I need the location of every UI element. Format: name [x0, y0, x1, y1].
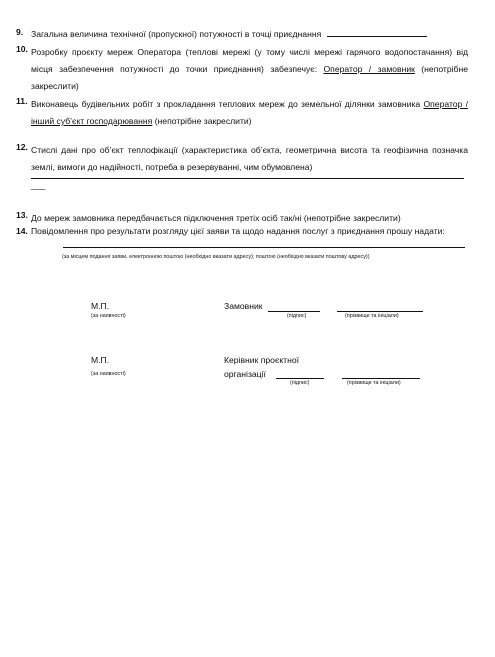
item-12-text: Стислі дані про об’єкт теплофікації (характеристика об’єкта, геометрична висота та геофізична позначка землі, вимоги до надійності, потреба в резервуванні, чим обумовлена) — [31, 145, 468, 172]
item-11-options[interactable]: Оператор / інший суб’єкт господарювання — [31, 99, 468, 126]
stamp-label: М.П. — [91, 355, 110, 365]
customer-label: Замовник — [224, 301, 263, 311]
item-number: 13. — [16, 210, 28, 220]
item-number: 9. — [16, 27, 24, 37]
stamp-label: М.П. — [91, 301, 110, 311]
item-11-text: Виконавець будівельних робіт з прокладання теплових мереж до земельної ділянки замовника — [31, 99, 424, 109]
customer-name-line[interactable] — [337, 311, 423, 312]
item-10-text: Розробку проєкту мереж Оператора (теплові мережі (у тому числі мережі гарячого водопостачання) від місця забезпечення потужності до точки приєднання) забезпечує: — [31, 47, 468, 74]
item-10-note: (непотрібне закреслити) — [31, 63, 469, 91]
item-11 — [16, 96, 468, 130]
item-13 — [16, 210, 468, 227]
stamp-note: (за наявності) — [91, 371, 126, 377]
customer-signature-line[interactable] — [268, 311, 320, 312]
item-12-answer-line[interactable] — [31, 178, 464, 179]
item-14 — [16, 226, 468, 237]
signature-note: (підпис) — [287, 313, 307, 319]
item-14-answer-line[interactable] — [63, 247, 465, 248]
item-10 — [16, 44, 468, 94]
item-12 — [16, 142, 468, 176]
design-org-head-label: Керівник проєктної — [224, 355, 300, 365]
stamp-note: (за наявності) — [91, 313, 126, 319]
item-11-note: (непотрібне закреслити) — [152, 115, 252, 126]
design-org-label: організації — [224, 369, 266, 379]
item-14-text: Повідомлення про результати розгляду цієї заяви та щодо надання послуг з приєднання прошу надати: — [31, 226, 445, 236]
head-signature-line[interactable] — [276, 378, 324, 379]
item-10-options[interactable]: Оператор / замовник — [323, 63, 415, 74]
item-9 — [16, 27, 468, 40]
item-number: 10. — [16, 44, 28, 54]
signature-note: (підпис) — [290, 380, 310, 386]
item-number: 12. — [16, 142, 28, 152]
head-name-line[interactable] — [342, 378, 420, 379]
item-9-text: Загальна величина технічної (пропускної) потужності в точці приєднання — [31, 29, 322, 39]
item-number: 14. — [16, 226, 28, 236]
capacity-field[interactable] — [327, 27, 427, 37]
name-note: (прізвище та ініціали) — [345, 313, 399, 319]
item-12-tail: ___ — [31, 180, 46, 190]
item-number: 11. — [16, 96, 28, 106]
item-14-hint: (за місцем подання заяви, електронною поштою (необхідно вказати адресу); поштою (необхідно вказати поштову адресу)) — [62, 254, 370, 260]
name-note: (прізвище та ініціали) — [347, 380, 401, 386]
item-13-text: До мереж замовника передбачається підключення третіх осіб так/ні (непотрібне закреслити) — [31, 213, 401, 223]
